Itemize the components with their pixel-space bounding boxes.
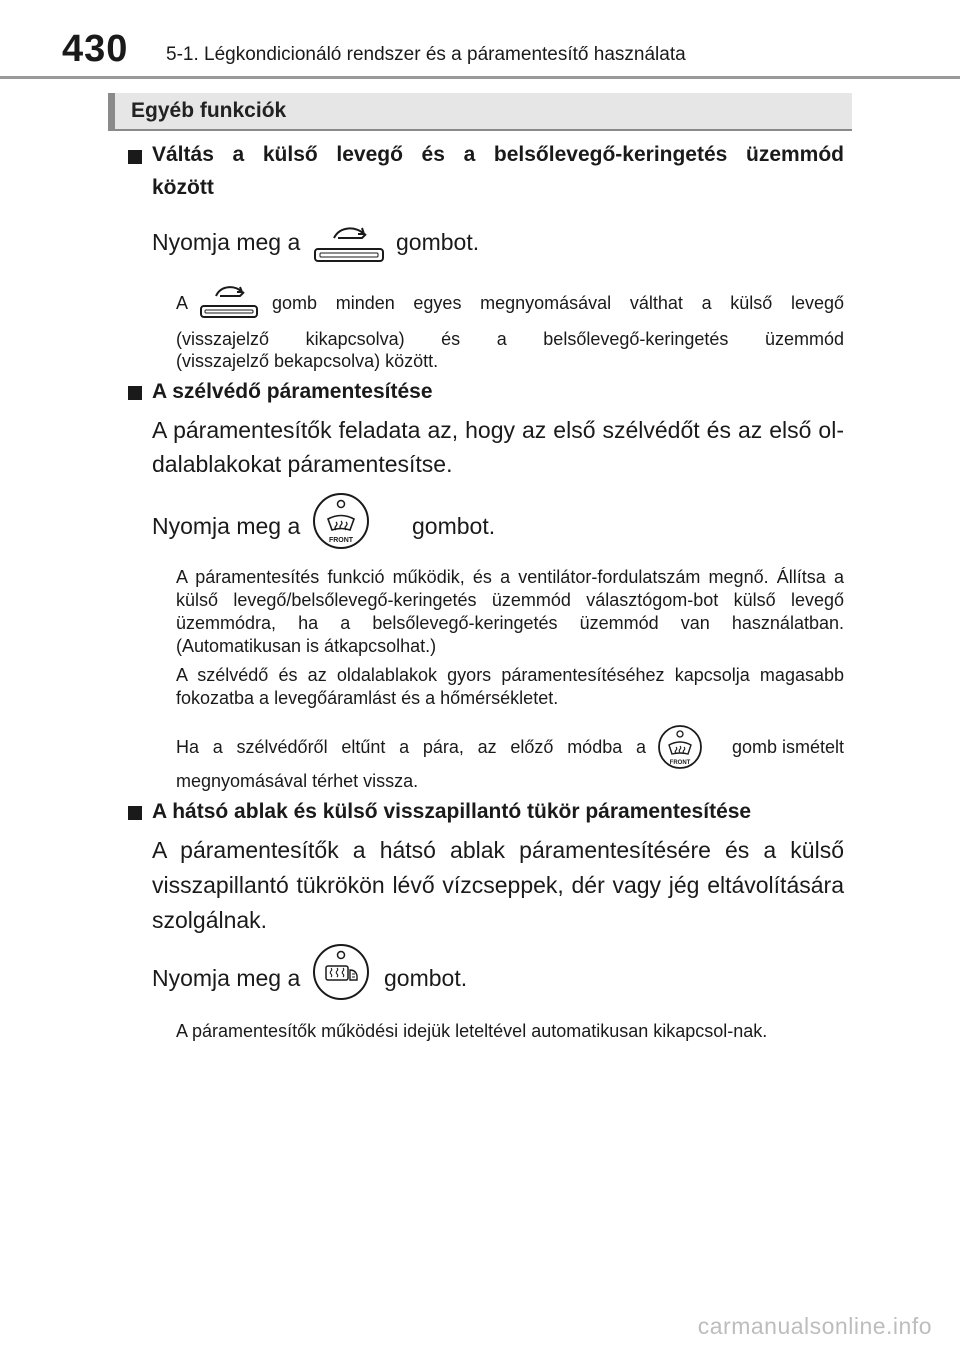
s3-body: A páramentesítők a hátsó ablak páramentesítésére és a külső visszapillantó tükrökön lévő vízcseppek, dér vagy jég eltávolítására szolgálnak. [152,837,844,933]
rear-defroster-button-icon [312,943,370,1001]
page-number: 430 [62,28,129,70]
s2-note2: A szélvédő és az oldalablakok gyors páramentesítéséhez kapcsolja magasabb fokozatba a levegőáramlást és a hőmérsékletet. [176,665,844,708]
s1-heading-line1: Váltás a külső levegő és a belsőlevegő-keringetés üzemmód [152,143,844,166]
s3-note: A páramentesítők működési idejük leteltével automatikusan kikapcsol-nak. [176,1021,768,1041]
s2-note3-line2: megnyomásával térhet vissza. [176,771,419,791]
front-label-small: FRONT [669,760,691,766]
s2-note1: A páramentesítés funkció működik, és a ventilátor-fordulatszám megnő. Állítsa a külső levegő/belsőlevegő-keringetés üzemmód választógom-bot külső levegő üzemmódra, ha a belsőlevegő-keringetés üzemmód van használatban. (Automatikusan is átkapcsolhat.) [176,567,844,656]
s1-note-line2: (visszajelző kikapcsolva) és a belsőlevegő-keringetés üzemmód [176,329,844,349]
front-defroster-button-icon [312,492,370,550]
s2-note3-prefix: Ha a szélvédőről eltűnt a pára, az előző módba a [176,737,646,757]
s2-body: A páramentesítők feladata az, hogy az első szélvédőt és az első ol-dalablakokat páramentesítse. [152,417,844,477]
s1-press-instruction [152,225,300,259]
s3-press-prefix: Nyomja meg a [152,965,301,991]
section-title-bar [108,93,852,131]
s1-press-prefix: Nyomja meg a [152,229,301,255]
square-bullet-icon [128,386,142,400]
front-defroster-button-icon-small [657,724,703,770]
recirculation-button-icon [312,222,386,264]
square-bullet-icon [128,806,142,820]
s2-heading: A szélvédő páramentesítése [152,380,433,403]
chapter-title: 5-1. Légkondicionáló rendszer és a páramentesítő használata [166,44,686,65]
s1-press-suffix: gombot. [396,229,480,255]
watermark: carmanualsonline.info [697,1313,932,1339]
front-label: FRONT [328,537,354,544]
s3-press-suffix: gombot. [384,965,468,991]
s2-press-suffix: gombot. [412,513,496,539]
s1-heading [152,138,844,204]
s1-note-prefix: A [176,293,189,313]
section-title: Egyéb funkciók [131,99,287,122]
s2-press-prefix: Nyomja meg a [152,513,301,539]
recirculation-button-icon-small [198,282,260,320]
s1-heading-line2: között [152,176,214,199]
header-rule [0,76,960,79]
s1-note-line3: (visszajelző bekapcsolva) között. [176,351,439,371]
s2-note3-suffix: gomb ismételt [731,737,844,757]
s1-note-line1: gomb minden egyes megnyomásával válthat a külső levegő [272,293,844,313]
square-bullet-icon [128,150,142,164]
s3-heading: A hátsó ablak és külső visszapillantó tükör páramentesítése [152,800,752,823]
